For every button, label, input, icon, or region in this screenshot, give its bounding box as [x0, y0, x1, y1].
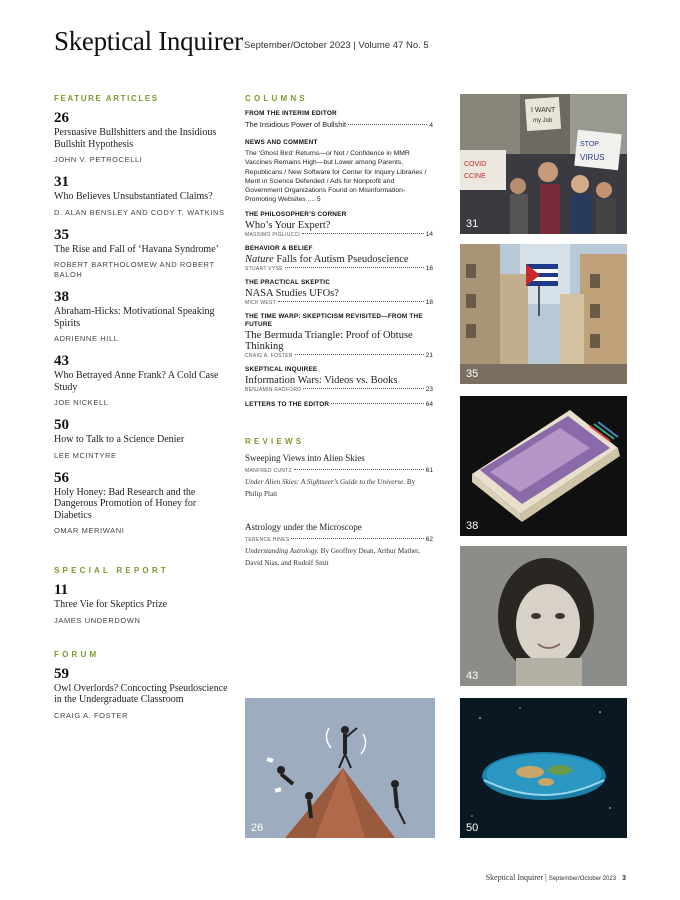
column-dept: BEHAVIOR & BELIEF: [245, 245, 313, 253]
svg-text:COVID: COVID: [464, 161, 487, 168]
page-number: 3: [622, 875, 626, 882]
column-title-italic: Nature: [245, 254, 274, 266]
review-book: Understanding Astrology.: [245, 547, 319, 556]
footer-issue: September/October 2023: [548, 876, 617, 882]
column-title: The Bermuda Triangle: Proof of Obtuse Thinking: [245, 330, 413, 353]
photo-anne-frank[interactable]: [460, 546, 627, 686]
article-page: 26: [54, 110, 69, 126]
column-news[interactable]: NEWS AND COMMENT The ‘Ghost Bird’ Returns—or Not / Confidence in MMR Vaccines Remains High—but Lower among Parents, Republicans / New Software for Center for Inquiry Libraries / Merit in Science Defended / Ads for Nonprofit and Government Organizations Found on Misinformation-Promoting Websites .... 5: [245, 139, 433, 204]
photo-page-label: 38: [466, 520, 479, 532]
left-column: [54, 94, 234, 730]
photo-flat-earth[interactable]: [460, 698, 627, 838]
column-title: The ‘Ghost Bird’ Returns—or Not / Confidence in MMR Vaccines Remains High—but Lower among Parents, Republicans / New Software for Center for Inquiry Libraries / Merit in Science Defended / Ads for Nonprofit and Government Organizations Found on Misinformation-Promoting Websites: [245, 150, 427, 204]
article-page: 59: [54, 665, 69, 682]
column-behavior[interactable]: [245, 245, 433, 272]
article-title: How to Talk to a Science Denier: [54, 434, 185, 445]
column-title: Falls for Autism Pseudoscience: [273, 254, 409, 266]
dot-leader: [291, 538, 423, 539]
dot-leader: [348, 124, 427, 125]
column-page: 64: [425, 401, 433, 409]
column-letters[interactable]: [245, 401, 433, 409]
article-title: Who Betrayed Anne Frank? A Cold Case Study: [54, 370, 219, 393]
photo-illustration[interactable]: [245, 698, 435, 838]
feature-article[interactable]: [54, 289, 234, 344]
review-book-author: By Geoffrey Dean, Arthur Mather, David Nias, and Rudolf Smit: [245, 547, 421, 568]
article-page: 38: [54, 289, 69, 305]
article-author: LEE MCINTYRE: [54, 450, 117, 460]
column-dept: THE PRACTICAL SKEPTIC: [245, 279, 331, 287]
article-author: D. ALAN BENSLEY AND CODY T. WATKINS: [54, 207, 225, 217]
review-book-author: By Philip Plait: [245, 478, 416, 499]
article-page: 43: [54, 353, 69, 369]
svg-text:CCINE: CCINE: [464, 173, 486, 180]
photo-page-label: 31: [466, 218, 479, 230]
column-page: 21: [425, 352, 433, 360]
dot-leader: [278, 301, 424, 302]
column-title: NASA Studies UFOs?: [245, 288, 339, 300]
photo-book[interactable]: [460, 396, 627, 536]
forum-article[interactable]: [54, 666, 234, 721]
feature-article[interactable]: [54, 174, 234, 218]
column-title: The Insidious Power of Bullshit: [245, 120, 347, 129]
column-philosopher[interactable]: [245, 211, 433, 238]
reviews-heading: REVIEWS: [245, 437, 305, 447]
protest-image: [460, 94, 627, 234]
column-title: Who’s Your Expert?: [245, 220, 331, 232]
special-report-heading: SPECIAL REPORT: [54, 566, 169, 575]
havana-image: [460, 244, 627, 384]
review-title: Sweeping Views into Alien Skies: [245, 453, 365, 464]
photo-protest[interactable]: [460, 94, 627, 234]
forum-heading: FORUM: [54, 649, 100, 659]
column-author: BENJAMIN RADFORD: [245, 387, 302, 394]
article-title: The Rise and Fall of ‘Havana Syndrome’: [54, 243, 219, 255]
review-author: MANFRED CUNTZ: [245, 468, 292, 475]
flat-earth-image: [460, 698, 627, 838]
article-author: JAMES UNDERDOWN: [54, 615, 141, 625]
column-author: STUART VYSE: [245, 266, 283, 273]
column-dept: SKEPTICAL INQUIREE: [245, 366, 318, 374]
article-author: CRAIG A. FOSTER: [54, 710, 129, 720]
column-author: MASSIMO PIGLIUCCI: [245, 232, 301, 239]
column-title: Information Wars: Videos vs. Books: [245, 375, 398, 387]
review-page: 61: [425, 467, 433, 475]
columns-heading: COLUMNS: [245, 94, 308, 103]
review-book: Under Alien Skies: A Sightseer’s Guide to the Universe.: [245, 478, 406, 487]
feature-articles-heading: FEATURE ARTICLES: [54, 94, 159, 103]
middle-column: [245, 94, 433, 569]
article-author: ROBERT BARTHOLOMEW AND ROBERT BALOH: [54, 260, 215, 279]
column-page: 16: [425, 265, 433, 273]
page-footer: Skeptical Inquirer | September/October 2023 3: [485, 873, 626, 882]
column-dept: FROM THE INTERIM EDITOR: [245, 110, 337, 117]
column-dept: THE TIME WARP: SKEPTICISM REVISITED—FROM THE FUTURE: [245, 313, 423, 329]
feature-article[interactable]: [54, 417, 234, 461]
column-practical[interactable]: [245, 279, 433, 306]
svg-text:VIRUS: VIRUS: [580, 153, 605, 162]
feature-article[interactable]: [54, 470, 234, 537]
special-report-article[interactable]: [54, 582, 234, 626]
photo-page-label: 43: [466, 670, 479, 682]
column-interim-editor[interactable]: [245, 110, 433, 129]
footer-title: Skeptical Inquirer: [485, 873, 544, 882]
dot-leader: [295, 354, 424, 355]
article-page: 56: [54, 469, 69, 486]
book-image: [460, 396, 627, 536]
article-page: 11: [54, 582, 69, 598]
column-page: 18: [425, 299, 433, 307]
magazine-title: Skeptical Inquirer: [54, 26, 243, 56]
illustration-image: [245, 698, 435, 838]
review-item[interactable]: [245, 453, 433, 500]
photo-page-label: 26: [251, 822, 264, 834]
review-item[interactable]: [245, 522, 433, 569]
column-author: CRAIG A. FOSTER: [245, 353, 293, 360]
column-author: MICK WEST: [245, 300, 277, 307]
dot-leader: [331, 403, 424, 404]
issue-line: September/October 2023 | Volume 47 No. 5: [244, 40, 429, 51]
svg-text:STOP: STOP: [580, 141, 599, 148]
review-author: TERENCE HINES: [245, 537, 290, 544]
dot-leader: [285, 267, 424, 268]
portrait-image: [460, 546, 627, 686]
review-page: 62: [425, 536, 433, 544]
article-author: ADRIENNE HILL: [54, 334, 119, 343]
column-page: 5: [317, 196, 321, 204]
column-page: 23: [425, 386, 433, 394]
article-author: JOE NICKELL: [54, 398, 109, 407]
dot-leader: [294, 469, 424, 470]
photo-page-label: 35: [466, 368, 479, 380]
column-page: 14: [425, 231, 433, 239]
column-skeptical-inquiree[interactable]: [245, 366, 433, 393]
article-title: Three Vie for Skeptics Prize: [54, 599, 168, 610]
dot-leader: [303, 388, 424, 389]
article-author: OMAR MERIWANI: [54, 526, 125, 535]
review-title: Astrology under the Microscope: [245, 522, 362, 533]
article-title: Persuasive Bullshitters and the Insidious Bullshit Hypothesis: [54, 127, 217, 150]
feature-article[interactable]: [54, 353, 234, 408]
column-dept: THE PHILOSOPHER’S CORNER: [245, 211, 347, 219]
column-dept: LETTERS TO THE EDITOR: [245, 401, 330, 409]
photo-havana[interactable]: [460, 244, 627, 384]
article-page: 50: [54, 417, 69, 433]
article-title: Owl Overlords? Concocting Pseudoscience in the Undergraduate Classroom: [54, 682, 228, 705]
feature-article[interactable]: [54, 227, 234, 281]
article-page: 31: [54, 174, 69, 190]
column-dept: NEWS AND COMMENT: [245, 139, 318, 147]
article-title: Who Believes Unsubstantiated Claims?: [54, 191, 213, 202]
feature-article[interactable]: [54, 110, 234, 165]
svg-text:my Job: my Job: [533, 118, 553, 124]
photo-page-label: 50: [466, 822, 479, 834]
article-page: 35: [54, 226, 69, 243]
article-title: Abraham-Hicks: Motivational Speaking Spirits: [54, 306, 215, 329]
column-page: 4: [429, 122, 433, 129]
masthead: [54, 26, 634, 56]
article-author: JOHN V. PETROCELLI: [54, 155, 143, 164]
article-title: Holy Honey: Bad Research and the Dangerous Promotion of Honey for Diabetics: [54, 486, 197, 521]
dot-leader: [302, 233, 424, 234]
column-timewarp[interactable]: [245, 313, 433, 359]
svg-text:I WANT: I WANT: [531, 107, 556, 114]
